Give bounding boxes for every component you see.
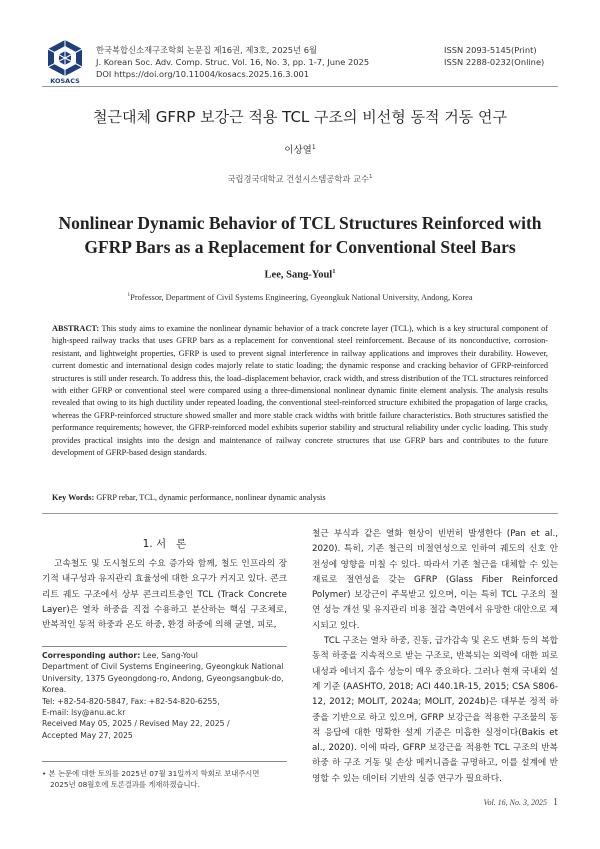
abstract <box>52 323 548 459</box>
svg-text:KOSACS: KOSACS <box>50 77 80 84</box>
journal-header-right <box>444 44 544 68</box>
journal-name-ko: 한국복합신소재구조학회 논문집 제16권, 제3호, 2025년 6월 <box>96 45 317 55</box>
affiliation-english: $^1$Professor, Department of Civil Systems Engineering, Gyeongkuk National University, Andong, Korea <box>127 292 473 302</box>
issn-online: ISSN 2288-0232(Online) <box>444 57 545 67</box>
title-english: Nonlinear Dynamic Behavior of TCL Structures Reinforced with GFRP Bars as a Replacement for Conventional Steel Bars <box>58 213 542 257</box>
abstract-divider <box>42 513 558 514</box>
corresponding-label: Corresponding author: <box>42 651 141 660</box>
intro-paragraph-right-2: TCL 구조는 열차 하중, 진동, 급가감속 및 온도 변화 등의 복합 동적 하중을 지속적으로 받는 구조로, 반복되는 외력에 대한 피로 내성과 에너지 흡수 성능이 매우 중요하다. 그러나 현재 국내외 설계 기준 (AASHTO, 2018; ACI 440.1R-15, 2015; CSA S806-12, 2012; MOLIT, 2024a; MOLIT, 2024b)은 대부분 정적 하중을 기반으로 하고 있으며, GFRP 보강근을 적용한 구조물의 동적 응답에 대한 명확한 설계 기준은 미흡한 실정이다(Bakis et al., 2020). 이에 따라, GFRP 보강근을 적용한 TCL 구조의 반복하중 하 구조 거동 및 손상 메커니즘을 규명하고, 이를 설계에 반영할 수 있는 데이터 기반의 실증 연구가 필요하다. <box>312 636 558 784</box>
received-dates: Received May 05, 2025 / Revised May 22, 2025 / Accepted May 27, 2025 <box>42 719 230 740</box>
abstract-label: ABSTRACT: <box>52 324 100 333</box>
journal-header-left <box>96 44 369 80</box>
author-korean: 이상열$^1$ <box>284 143 316 156</box>
page-footer <box>440 797 558 808</box>
footer-volume: Vol. 16, No. 3, 2025 <box>483 798 547 807</box>
title-korean: 철근대체 GFRP 보강근 적용 TCL 구조의 비선형 동적 거동 연구 <box>92 108 508 126</box>
corresponding-dept: Department of Civil Systems Engineering, Gyeongkuk National University, 1375 Gyeongdong-ro, Andong, Gyeongsangbuk-do, Korea. <box>42 662 284 695</box>
intro-paragraphs-right <box>312 527 558 787</box>
note-divider <box>42 761 287 762</box>
corresponding-name: Lee, Sang-Youl <box>140 651 198 660</box>
header-divider <box>42 86 558 87</box>
issn-print: ISSN 2093-5145(Print) <box>444 45 537 55</box>
intro-paragraph-left: 고속철도 및 도시철도의 수요 증가와 함께, 철도 인프라의 장기적 내구성과 유지관리 효율성에 대한 요구가 커지고 있다. 콘크리트 궤도 구조에서 상부 콘크리트층인 TCL (Track Concrete Layer)은 열차 하중을 직접 수용하고 분산하는 핵심 구조체로, 반복적인 동적 하중과 온도 하중, 환경 하중에 의해 균열, 피로, <box>42 559 287 631</box>
corresponding-author-block <box>42 650 287 718</box>
keywords-label: Key Words: <box>52 493 95 502</box>
kosacs-logo <box>42 38 88 84</box>
corresponding-email[interactable]: E-mail: lsy@anu.ac.kr <box>42 708 126 718</box>
journal-name-en: J. Korean Soc. Adv. Comp. Struc. Vol. 16, No. 3, pp. 1-7, June 2025 <box>96 57 370 67</box>
doi-link[interactable]: DOI https://doi.org/10.11004/kosacs.2025.16.3.001 <box>96 69 310 79</box>
affiliation-korean: 국립경국대학교 건설시스템공학과 교수$^1$ <box>227 174 373 184</box>
footnote-divider <box>42 646 287 647</box>
keywords <box>52 493 548 502</box>
intro-paragraph-right-1: 철근 부식과 같은 열화 현상이 빈번히 발생한다 (Pan et al., 2020). 특히, 기존 철근의 비절연성으로 인하여 궤도의 신호 안전성에 영향을 미칠 수 있다. 따라서 기존 철근을 대체할 수 있는 재료로 절연성을 갖는 GFRP (Glass Fiber Reinforced Polymer) 보강근이 주목받고 있으며, 이는 특히 TCL 구조의 절연 성능 개선 및 유지관리 비용 절감 측면에서 유망한 대안으로 제시되고 있다. <box>312 529 558 631</box>
author-english: Lee, Sang-Youl$^1$ <box>264 268 336 281</box>
page-number: 1 <box>553 797 558 808</box>
discussion-note: • 본 논문에 대한 토의를 2025년 07월 31일까지 학회로 보내주시면 2025년 08월호에 토론결과를 게재하겠습니다. <box>42 769 260 789</box>
abstract-text: This study aims to examine the nonlinear dynamic behavior of a track concrete layer (TCL), which is a key structural component of high-speed railway tracks that uses GFRP bars as a replacement for conventional steel reinforcement. Because of its nonconductive, corrosion-resistant, and lightweight properties, GFRP is used to prevent signal interference in railway applications and improves their durability. However, current domestic and international design codes majorly relate to static loading; the dynamic response and cracking behavior of GFRP-reinforced structures is still under research. To address this, the load–displacement behavior, crack width, and stress distribution of the TCL structures reinforced with either GFRP or conventional steel were compared using a three-dimensional nonlinear dynamic finite element analysis. The analysis results revealed that owing to its high ductility under repeated loading, the conventional steel-reinforced structure exhibited the propagation of large cracks, whereas the GFRP-reinforced structure showed smaller and more stable crack widths with brittle failure characteristics. Both structures satisfied the performance requirements; however, the GFRP-reinforced model exhibits superior stability and structural reliability under cyclic loading. This study provides practical insights into the design and maintenance of railway concrete structures that use GFRP bars and contributes to the future development of GFRP-based design standards. <box>52 324 548 458</box>
corresponding-tel: Tel: +82-54-820-5847, Fax: +82-54-820-6255, <box>42 696 220 706</box>
keywords-text: GFRP rebar, TCL, dynamic performance, nonlinear dynamic analysis <box>96 493 326 502</box>
section-heading-introduction: 1. 서 론 <box>142 538 187 550</box>
